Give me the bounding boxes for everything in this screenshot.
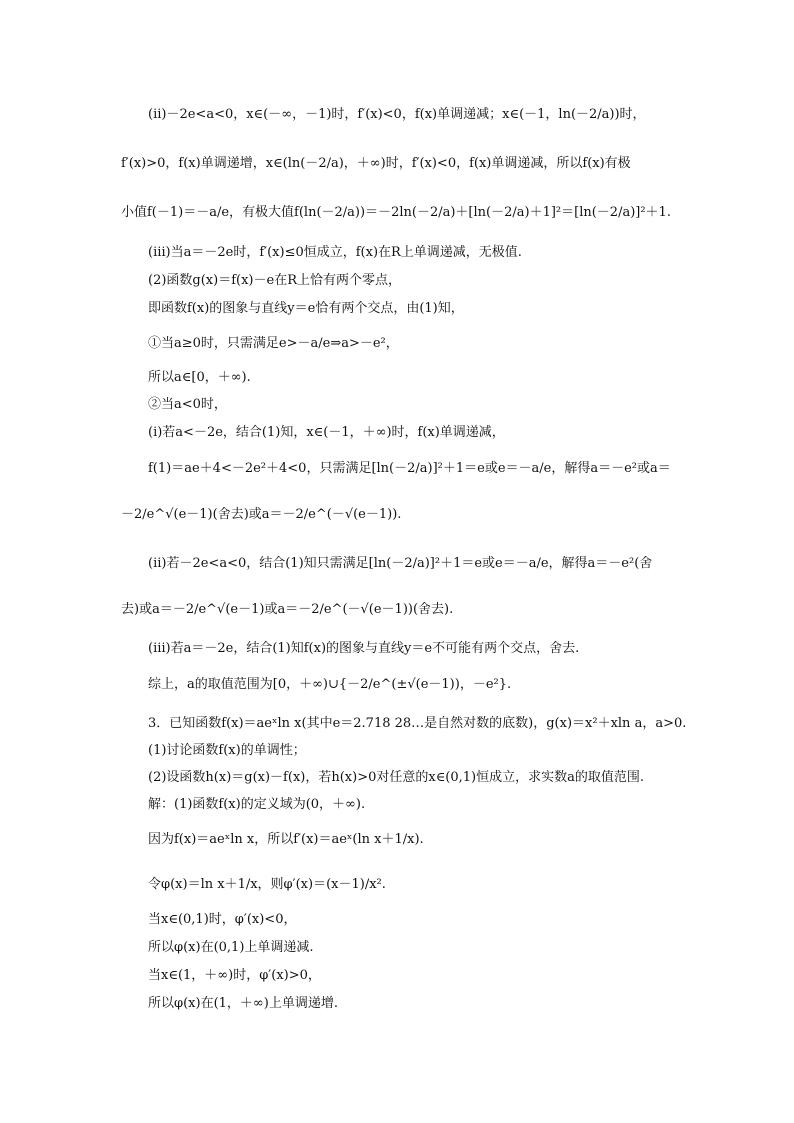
text-line: 所以a∈[0，＋∞).	[148, 370, 251, 385]
text-line: 当x∈(0,1)时，φ′(x)<0，	[148, 912, 297, 927]
text-line: 令φ(x)＝ln x＋1/x，则φ′(x)＝(x－1)/x².	[148, 877, 386, 892]
text-line: 综上，a的取值范围为[0，＋∞)∪{－2/e^(±√(e－1))，－e²}.	[148, 677, 512, 692]
text-line: 去)或a＝－2/e^√(e－1)或a＝－2/e^(－√(e－1))(舍去).	[121, 602, 454, 617]
text-line: (2)函数g(x)＝f(x)－e在R上恰有两个零点，	[148, 273, 401, 288]
text-line: ①当a≥0时，只需满足e>－a/e⇒a>－e²，	[148, 336, 399, 351]
problem-heading: 3．已知函数f(x)＝aeˣln x(其中e＝2.718 28…是自然对数的底数)，g(x)＝x²＋xln a，a>0.	[148, 716, 687, 731]
text-line: 解：(1)函数f(x)的定义域为(0，＋∞).	[148, 797, 366, 812]
text-line: (ⅰ)若a<－2e，结合(1)知，x∈(－1，＋∞)时，f(x)单调递减，	[148, 425, 505, 440]
text-line: 小值f(－1)＝－a/e，有极大值f(ln(－2/a))＝－2ln(－2/a)＋[ln(－2/a)＋1]²＝[ln(－2/a)]²＋1.	[121, 205, 671, 220]
text-line: (ⅱ)若－2e<a<0，结合(1)知只需满足[ln(－2/a)]²＋1＝e或e＝－a/e，解得a＝－e²(舍	[148, 556, 653, 571]
text-line: f′(x)>0，f(x)单调递增，x∈(ln(－2/a)，＋∞)时，f′(x)<0，f(x)单调递减，所以f(x)有极	[121, 156, 631, 171]
text-line: 所以φ(x)在(0,1)上单调递减.	[148, 940, 314, 955]
text-line: (ⅲ)当a＝－2e时，f′(x)≤0恒成立，f(x)在R上单调递减，无极值.	[148, 245, 522, 260]
text-line: (ⅲ)若a＝－2e，结合(1)知f(x)的图象与直线y＝e不可能有两个交点，舍去.	[148, 641, 580, 656]
text-line: (1)讨论函数f(x)的单调性；	[148, 743, 306, 758]
text-line: 即函数f(x)的图象与直线y＝e恰有两个交点，由(1)知，	[148, 301, 464, 316]
text-line: 当x∈(1，＋∞)时，φ′(x)>0，	[148, 968, 321, 983]
text-line: f(1)＝ae＋4<－2e²＋4<0，只需满足[ln(－2/a)]²＋1＝e或e＝－a/e，解得a＝－e²或a＝	[148, 461, 671, 476]
text-line: 因为f(x)＝aeˣln x，所以f′(x)＝aeˣ(ln x＋1/x).	[148, 832, 424, 847]
text-line: －2/e^√(e－1)(舍去)或a＝－2/e^(－√(e－1)).	[121, 507, 402, 522]
text-line: (ⅱ)－2e<a<0，x∈(－∞，－1)时，f′(x)<0，f(x)单调递减；x∈(－1，ln(－2/a))时，	[148, 107, 646, 122]
text-line: ②当a<0时，	[148, 397, 227, 412]
text-line: 所以φ(x)在(1，＋∞)上单调递增.	[148, 996, 338, 1011]
text-line: (2)设函数h(x)＝g(x)－f(x)，若h(x)>0对任意的x∈(0,1)恒成立，求实数a的取值范围.	[148, 770, 645, 785]
